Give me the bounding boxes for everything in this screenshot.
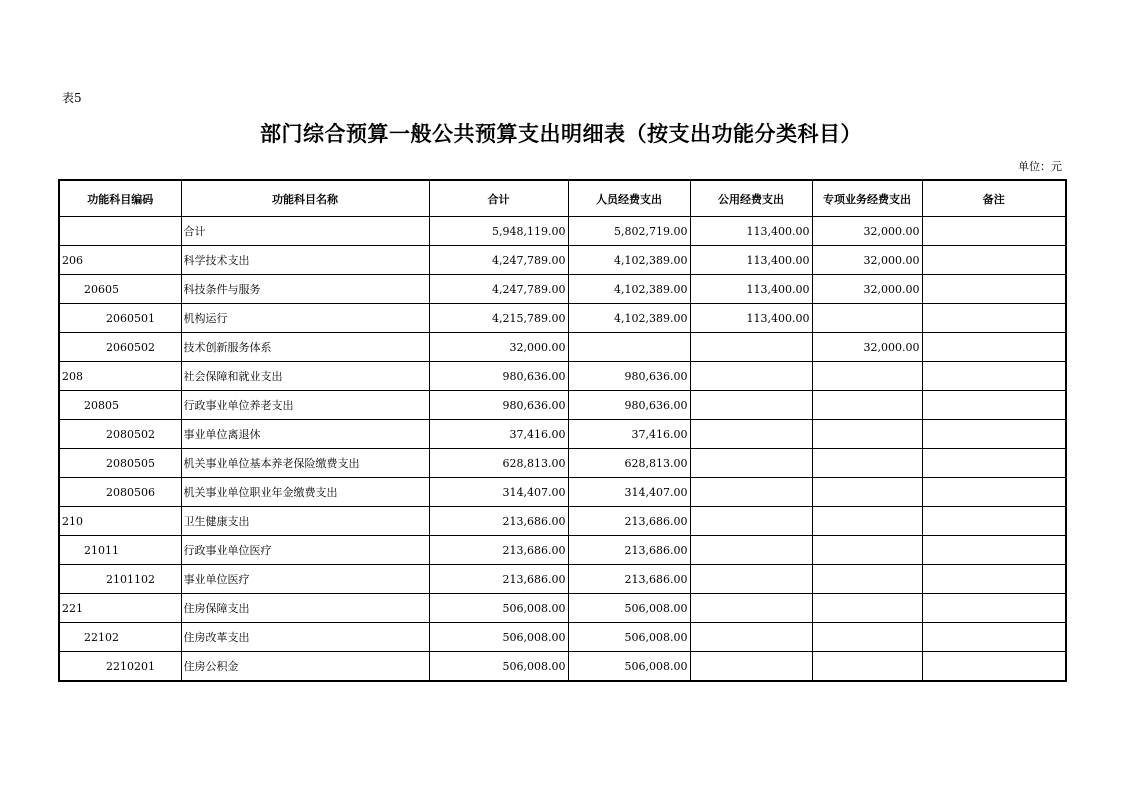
table-row — [59, 536, 1066, 565]
row-function-code: 20605 — [59, 275, 181, 304]
row-function-name: 住房公积金 — [181, 652, 429, 682]
row-special-expense — [812, 652, 922, 682]
table-row — [59, 565, 1066, 594]
row-total: 506,008.00 — [429, 623, 568, 652]
row-personnel-expense: 980,636.00 — [568, 362, 690, 391]
row-public-expense — [690, 507, 812, 536]
row-note — [922, 478, 1066, 507]
row-total: 213,686.00 — [429, 536, 568, 565]
row-special-expense — [812, 623, 922, 652]
row-total: 213,686.00 — [429, 507, 568, 536]
table-number-label: 表5 — [62, 91, 82, 105]
row-public-expense — [690, 362, 812, 391]
row-personnel-expense: 4,102,389.00 — [568, 275, 690, 304]
row-function-code: 2080502 — [59, 420, 181, 449]
row-function-name: 合计 — [181, 217, 429, 246]
row-special-expense — [812, 304, 922, 333]
row-total: 628,813.00 — [429, 449, 568, 478]
table-header-row — [59, 180, 1066, 217]
row-personnel-expense: 980,636.00 — [568, 391, 690, 420]
row-total: 980,636.00 — [429, 362, 568, 391]
row-personnel-expense: 314,407.00 — [568, 478, 690, 507]
row-special-expense: 32,000.00 — [812, 246, 922, 275]
row-special-expense: 32,000.00 — [812, 217, 922, 246]
row-public-expense — [690, 478, 812, 507]
row-function-code: 2101102 — [59, 565, 181, 594]
table-row — [59, 623, 1066, 652]
row-personnel-expense: 4,102,389.00 — [568, 246, 690, 275]
row-function-name: 事业单位医疗 — [181, 565, 429, 594]
row-public-expense — [690, 594, 812, 623]
row-special-expense — [812, 449, 922, 478]
table-row — [59, 478, 1066, 507]
row-note — [922, 420, 1066, 449]
budget-expenditure-table — [58, 179, 1067, 682]
row-personnel-expense: 5,802,719.00 — [568, 217, 690, 246]
row-function-name: 社会保障和就业支出 — [181, 362, 429, 391]
table-row — [59, 507, 1066, 536]
row-note — [922, 362, 1066, 391]
row-note — [922, 594, 1066, 623]
row-total: 32,000.00 — [429, 333, 568, 362]
row-special-expense: 32,000.00 — [812, 333, 922, 362]
table-row — [59, 304, 1066, 333]
row-total: 314,407.00 — [429, 478, 568, 507]
table-row — [59, 391, 1066, 420]
row-function-code: 21011 — [59, 536, 181, 565]
row-function-code: 2060502 — [59, 333, 181, 362]
row-function-code: 2210201 — [59, 652, 181, 682]
row-personnel-expense: 506,008.00 — [568, 594, 690, 623]
row-personnel-expense: 37,416.00 — [568, 420, 690, 449]
row-public-expense — [690, 449, 812, 478]
row-public-expense — [690, 565, 812, 594]
row-function-name: 技术创新服务体系 — [181, 333, 429, 362]
row-function-code: 2080506 — [59, 478, 181, 507]
row-personnel-expense: 213,686.00 — [568, 536, 690, 565]
unit-label: 单位：元 — [1018, 160, 1062, 173]
header-function-name: 功能科目名称 — [181, 180, 429, 217]
row-special-expense — [812, 362, 922, 391]
header-function-code: 功能科目编码 — [59, 180, 181, 217]
row-personnel-expense: 4,102,389.00 — [568, 304, 690, 333]
row-special-expense — [812, 478, 922, 507]
row-function-name: 科学技术支出 — [181, 246, 429, 275]
row-function-code — [59, 217, 181, 246]
table-row — [59, 246, 1066, 275]
row-public-expense — [690, 333, 812, 362]
page-title: 部门综合预算一般公共预算支出明细表（按支出功能分类科目） — [260, 122, 862, 146]
row-function-name: 行政事业单位医疗 — [181, 536, 429, 565]
table-row — [59, 275, 1066, 304]
row-public-expense: 113,400.00 — [690, 275, 812, 304]
row-special-expense — [812, 594, 922, 623]
row-note — [922, 449, 1066, 478]
row-function-name: 机关事业单位基本养老保险缴费支出 — [181, 449, 429, 478]
row-special-expense — [812, 391, 922, 420]
row-note — [922, 565, 1066, 594]
row-total: 980,636.00 — [429, 391, 568, 420]
row-note — [922, 304, 1066, 333]
header-total: 合计 — [429, 180, 568, 217]
row-function-code: 2080505 — [59, 449, 181, 478]
row-personnel-expense: 506,008.00 — [568, 623, 690, 652]
table-row — [59, 449, 1066, 478]
row-function-code: 206 — [59, 246, 181, 275]
header-public-expense: 公用经费支出 — [690, 180, 812, 217]
row-public-expense: 113,400.00 — [690, 304, 812, 333]
row-special-expense — [812, 507, 922, 536]
row-function-code: 2060501 — [59, 304, 181, 333]
row-special-expense — [812, 420, 922, 449]
row-note — [922, 507, 1066, 536]
row-special-expense — [812, 565, 922, 594]
row-special-expense — [812, 536, 922, 565]
row-public-expense — [690, 623, 812, 652]
row-total: 4,247,789.00 — [429, 246, 568, 275]
table-row — [59, 594, 1066, 623]
row-function-name: 住房保障支出 — [181, 594, 429, 623]
row-public-expense — [690, 536, 812, 565]
row-personnel-expense: 506,008.00 — [568, 652, 690, 682]
row-personnel-expense: 628,813.00 — [568, 449, 690, 478]
row-personnel-expense — [568, 333, 690, 362]
row-function-name: 机关事业单位职业年金缴费支出 — [181, 478, 429, 507]
row-total: 37,416.00 — [429, 420, 568, 449]
row-personnel-expense: 213,686.00 — [568, 507, 690, 536]
row-public-expense: 113,400.00 — [690, 246, 812, 275]
row-total: 506,008.00 — [429, 594, 568, 623]
row-function-code: 20805 — [59, 391, 181, 420]
row-function-code: 22102 — [59, 623, 181, 652]
row-function-code: 210 — [59, 507, 181, 536]
table-row — [59, 333, 1066, 362]
row-note — [922, 333, 1066, 362]
row-note — [922, 246, 1066, 275]
row-note — [922, 652, 1066, 682]
row-function-name: 事业单位离退休 — [181, 420, 429, 449]
table-row — [59, 652, 1066, 682]
row-function-name: 卫生健康支出 — [181, 507, 429, 536]
header-note: 备注 — [922, 180, 1066, 217]
row-note — [922, 217, 1066, 246]
row-function-code: 208 — [59, 362, 181, 391]
table-row — [59, 420, 1066, 449]
row-function-name: 机构运行 — [181, 304, 429, 333]
row-total: 213,686.00 — [429, 565, 568, 594]
table-row — [59, 217, 1066, 246]
header-personnel-expense: 人员经费支出 — [568, 180, 690, 217]
table-row — [59, 362, 1066, 391]
row-public-expense — [690, 420, 812, 449]
row-note — [922, 275, 1066, 304]
row-total: 506,008.00 — [429, 652, 568, 682]
row-total: 4,247,789.00 — [429, 275, 568, 304]
row-note — [922, 391, 1066, 420]
row-special-expense: 32,000.00 — [812, 275, 922, 304]
row-function-name: 住房改革支出 — [181, 623, 429, 652]
header-special-expense: 专项业务经费支出 — [812, 180, 922, 217]
row-note — [922, 536, 1066, 565]
row-total: 5,948,119.00 — [429, 217, 568, 246]
row-total: 4,215,789.00 — [429, 304, 568, 333]
row-function-code: 221 — [59, 594, 181, 623]
row-note — [922, 623, 1066, 652]
row-function-name: 行政事业单位养老支出 — [181, 391, 429, 420]
row-personnel-expense: 213,686.00 — [568, 565, 690, 594]
row-public-expense — [690, 652, 812, 682]
row-public-expense: 113,400.00 — [690, 217, 812, 246]
row-function-name: 科技条件与服务 — [181, 275, 429, 304]
row-public-expense — [690, 391, 812, 420]
